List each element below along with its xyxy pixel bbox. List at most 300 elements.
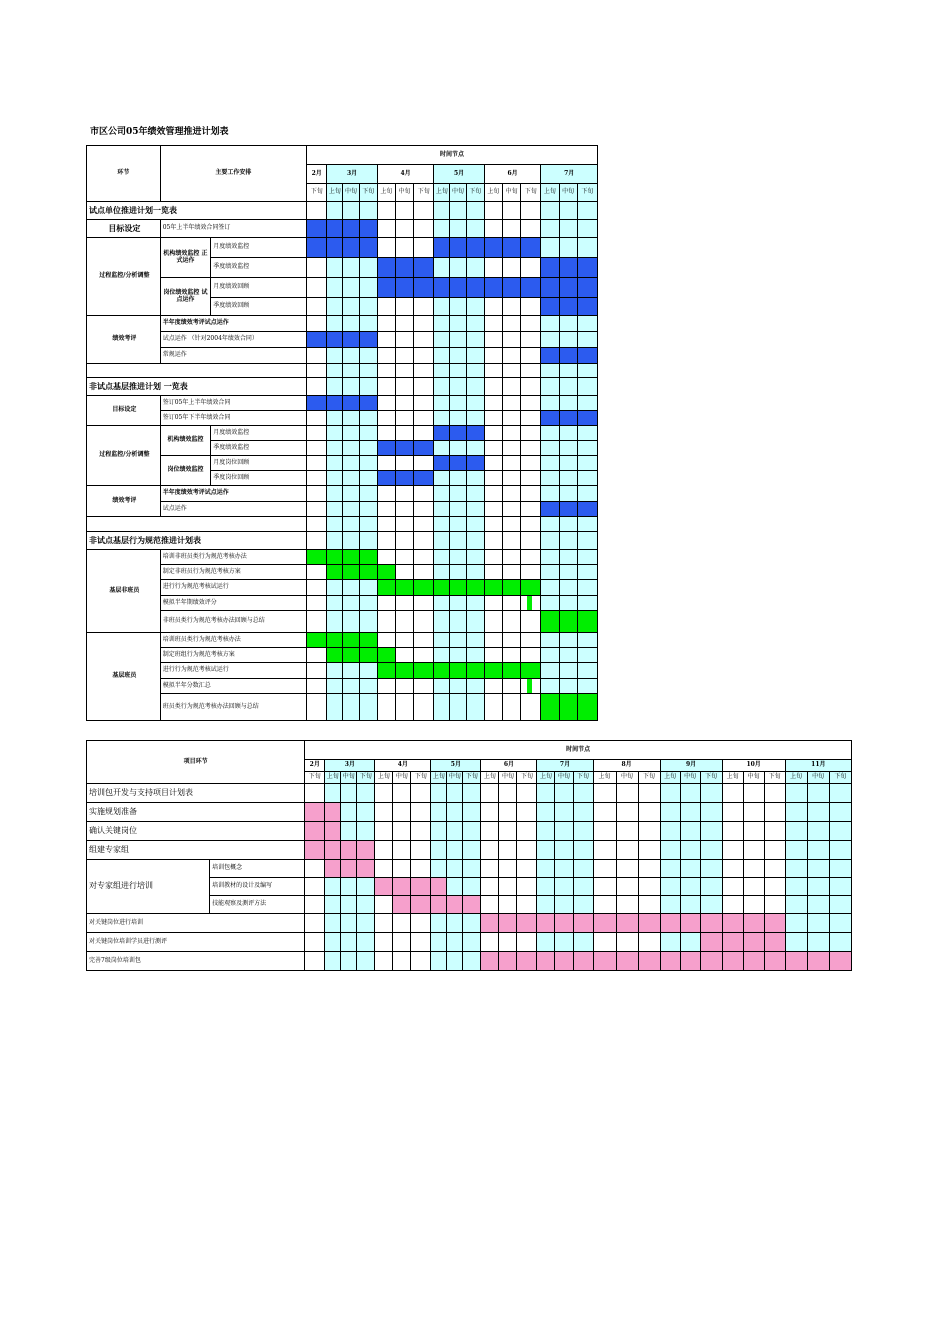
timeline-cell bbox=[341, 896, 357, 914]
gantt-bar-cell bbox=[327, 550, 343, 565]
timeline-cell bbox=[481, 841, 499, 860]
timeline-cell bbox=[307, 411, 327, 426]
timeline-cell bbox=[434, 471, 450, 486]
timeline-cell bbox=[359, 611, 377, 633]
timeline-cell bbox=[743, 860, 764, 878]
gantt-bar-cell bbox=[541, 502, 559, 517]
timeline-cell bbox=[466, 441, 484, 456]
timeline-cell bbox=[450, 694, 466, 721]
timeline-cell bbox=[395, 298, 413, 316]
timeline-cell bbox=[307, 565, 327, 580]
timeline-cell bbox=[555, 933, 573, 952]
timeline-cell bbox=[343, 471, 359, 486]
gantt-bar-cell bbox=[722, 914, 743, 933]
timeline-cell bbox=[577, 580, 597, 596]
table-row bbox=[87, 580, 598, 596]
timeline-cell bbox=[307, 426, 327, 441]
timeline-cell bbox=[357, 896, 375, 914]
timeline-cell bbox=[431, 933, 447, 952]
timeline-cell bbox=[660, 896, 680, 914]
timeline-cell bbox=[377, 532, 395, 550]
timeline-cell bbox=[327, 611, 343, 633]
timeline-cell bbox=[541, 456, 559, 471]
gantt-bar-cell bbox=[414, 580, 434, 596]
timeline-cell bbox=[484, 396, 502, 411]
timeline-cell bbox=[541, 550, 559, 565]
timeline-cell bbox=[559, 648, 577, 663]
timeline-cell bbox=[555, 784, 573, 803]
period-label: 下旬 bbox=[577, 184, 597, 202]
timeline-cell bbox=[343, 486, 359, 502]
task-label: 培训包概念 bbox=[210, 860, 305, 878]
table-row bbox=[87, 633, 598, 648]
gantt-bar-cell bbox=[559, 258, 577, 278]
timeline-cell bbox=[764, 803, 785, 822]
gantt-bar-cell bbox=[327, 220, 343, 238]
gantt-bar-cell bbox=[411, 878, 431, 896]
timeline-cell bbox=[484, 532, 502, 550]
timeline-cell bbox=[395, 378, 413, 396]
timeline-cell bbox=[466, 471, 484, 486]
timeline-cell bbox=[395, 316, 413, 332]
timeline-cell bbox=[414, 426, 434, 441]
timeline-cell bbox=[807, 784, 829, 803]
task-label: 季度绩效回顾 bbox=[211, 298, 307, 316]
timeline-cell bbox=[377, 611, 395, 633]
month-label: 2月 bbox=[307, 165, 327, 184]
timeline-cell bbox=[377, 348, 395, 364]
gantt-bar-cell bbox=[499, 952, 517, 971]
timeline-cell bbox=[434, 220, 450, 238]
timeline-cell bbox=[393, 841, 411, 860]
gantt-bar-cell bbox=[502, 238, 520, 258]
timeline-cell bbox=[743, 896, 764, 914]
timeline-cell bbox=[521, 694, 541, 721]
header-timeline: 时间节点 bbox=[307, 146, 598, 165]
table-row bbox=[87, 220, 598, 238]
timeline-cell bbox=[450, 532, 466, 550]
gantt-bar-cell bbox=[722, 933, 743, 952]
timeline-cell bbox=[700, 784, 722, 803]
timeline-cell bbox=[502, 550, 520, 565]
period-label: 中旬 bbox=[502, 184, 520, 202]
timeline-cell bbox=[722, 784, 743, 803]
gantt-bar-cell bbox=[499, 914, 517, 933]
gantt-bar-cell bbox=[359, 633, 377, 648]
timeline-cell bbox=[327, 517, 343, 532]
timeline-cell bbox=[521, 611, 541, 633]
timeline-cell bbox=[484, 378, 502, 396]
timeline-cell bbox=[577, 648, 597, 663]
timeline-cell bbox=[357, 933, 375, 952]
timeline-cell bbox=[541, 532, 559, 550]
timeline-cell bbox=[359, 316, 377, 332]
timeline-cell bbox=[559, 580, 577, 596]
task-label: 对关键岗位进行培训 bbox=[87, 914, 305, 933]
timeline-cell bbox=[541, 596, 559, 611]
timeline-cell bbox=[450, 316, 466, 332]
gantt-bar-cell bbox=[521, 663, 541, 679]
period-label: 下旬 bbox=[700, 772, 722, 784]
timeline-cell bbox=[559, 426, 577, 441]
timeline-cell bbox=[502, 633, 520, 648]
timeline-cell bbox=[307, 611, 327, 633]
timeline-cell bbox=[307, 694, 327, 721]
timeline-cell bbox=[502, 532, 520, 550]
timeline-cell bbox=[484, 456, 502, 471]
timeline-cell bbox=[466, 611, 484, 633]
gantt-bar-cell bbox=[377, 278, 395, 298]
timeline-cell bbox=[555, 841, 573, 860]
gantt-bar-cell bbox=[577, 611, 597, 633]
timeline-cell bbox=[577, 550, 597, 565]
timeline-cell bbox=[502, 679, 520, 694]
timeline-cell bbox=[359, 517, 377, 532]
table-row bbox=[87, 486, 598, 502]
period-label: 上旬 bbox=[541, 184, 559, 202]
gantt-bar-cell bbox=[359, 238, 377, 258]
timeline-cell bbox=[325, 933, 341, 952]
table-row bbox=[87, 648, 598, 663]
timeline-cell bbox=[481, 803, 499, 822]
timeline-cell bbox=[395, 502, 413, 517]
timeline-cell bbox=[466, 364, 484, 378]
timeline-cell bbox=[616, 933, 638, 952]
period-label: 下旬 bbox=[357, 772, 375, 784]
gantt-bar-cell bbox=[541, 278, 559, 298]
timeline-cell bbox=[521, 565, 541, 580]
table-row bbox=[87, 679, 598, 694]
gantt-bar-cell bbox=[343, 332, 359, 348]
timeline-cell bbox=[327, 348, 343, 364]
gantt-bar-cell bbox=[450, 456, 466, 471]
timeline-cell bbox=[484, 596, 502, 611]
timeline-cell bbox=[343, 441, 359, 456]
timeline-cell bbox=[807, 803, 829, 822]
timeline-cell bbox=[395, 565, 413, 580]
timeline-cell bbox=[341, 803, 357, 822]
timeline-cell bbox=[327, 298, 343, 316]
timeline-cell bbox=[764, 896, 785, 914]
timeline-cell bbox=[305, 896, 325, 914]
gantt-bar-cell bbox=[307, 332, 327, 348]
timeline-cell bbox=[660, 878, 680, 896]
timeline-cell bbox=[343, 202, 359, 220]
timeline-cell bbox=[722, 803, 743, 822]
timeline-cell bbox=[395, 220, 413, 238]
gantt-bar-cell bbox=[466, 238, 484, 258]
period-label: 中旬 bbox=[807, 772, 829, 784]
timeline-cell bbox=[357, 803, 375, 822]
month-label: 11月 bbox=[785, 760, 851, 772]
period-label: 中旬 bbox=[341, 772, 357, 784]
timeline-cell bbox=[700, 860, 722, 878]
timeline-cell bbox=[559, 441, 577, 456]
timeline-cell bbox=[359, 202, 377, 220]
timeline-cell bbox=[502, 694, 520, 721]
timeline-cell bbox=[450, 202, 466, 220]
timeline-cell bbox=[521, 517, 541, 532]
gantt-bar-cell bbox=[343, 565, 359, 580]
timeline-cell bbox=[521, 456, 541, 471]
timeline-cell bbox=[722, 896, 743, 914]
timeline-cell bbox=[502, 378, 520, 396]
month-label: 6月 bbox=[481, 760, 537, 772]
gantt-bar-cell bbox=[431, 878, 447, 896]
timeline-cell bbox=[638, 933, 660, 952]
gantt-bar-cell bbox=[466, 278, 484, 298]
gantt-bar-cell bbox=[395, 663, 413, 679]
timeline-cell bbox=[414, 486, 434, 502]
timeline-cell bbox=[541, 396, 559, 411]
timeline-cell bbox=[343, 502, 359, 517]
gantt-bar-cell bbox=[577, 258, 597, 278]
task-label: 月度岗位回顾 bbox=[211, 456, 307, 471]
timeline-cell bbox=[559, 486, 577, 502]
timeline-cell bbox=[450, 471, 466, 486]
table-row bbox=[87, 364, 598, 378]
timeline-cell bbox=[593, 933, 616, 952]
timeline-cell bbox=[559, 316, 577, 332]
stage-label: 基层非班员 bbox=[87, 550, 161, 633]
timeline-cell bbox=[377, 456, 395, 471]
timeline-cell bbox=[700, 822, 722, 841]
gantt-bar-cell bbox=[359, 565, 377, 580]
gantt-bar-cell bbox=[481, 914, 499, 933]
timeline-cell bbox=[377, 694, 395, 721]
timeline-cell bbox=[359, 348, 377, 364]
timeline-cell bbox=[375, 803, 393, 822]
gantt-bar-cell bbox=[555, 952, 573, 971]
timeline-cell bbox=[537, 878, 555, 896]
timeline-cell bbox=[341, 933, 357, 952]
timeline-cell bbox=[450, 411, 466, 426]
gantt-bar-cell bbox=[414, 663, 434, 679]
timeline-cell bbox=[431, 841, 447, 860]
timeline-cell bbox=[414, 378, 434, 396]
timeline-cell bbox=[660, 803, 680, 822]
timeline-cell bbox=[325, 878, 341, 896]
timeline-cell bbox=[343, 596, 359, 611]
timeline-cell bbox=[521, 471, 541, 486]
timeline-cell bbox=[375, 784, 393, 803]
timeline-cell bbox=[537, 860, 555, 878]
table-row bbox=[87, 784, 852, 803]
stage-label: 目标设定 bbox=[87, 220, 161, 238]
timeline-cell bbox=[616, 803, 638, 822]
timeline-cell bbox=[502, 332, 520, 348]
timeline-cell bbox=[450, 596, 466, 611]
timeline-cell bbox=[541, 663, 559, 679]
gantt-bar-cell bbox=[327, 238, 343, 258]
timeline-cell bbox=[764, 878, 785, 896]
timeline-cell bbox=[502, 364, 520, 378]
timeline-cell bbox=[447, 784, 463, 803]
timeline-cell bbox=[559, 396, 577, 411]
timeline-cell bbox=[541, 332, 559, 348]
timeline-cell bbox=[359, 456, 377, 471]
table-row bbox=[87, 565, 598, 580]
gantt-bar-cell bbox=[537, 952, 555, 971]
gantt-bar-cell bbox=[305, 841, 325, 860]
timeline-cell bbox=[484, 348, 502, 364]
timeline-cell bbox=[447, 933, 463, 952]
task-label: 完善7级岗位培训包 bbox=[87, 952, 305, 971]
timeline-cell bbox=[447, 914, 463, 933]
gantt-bar-cell bbox=[616, 914, 638, 933]
timeline-cell bbox=[807, 860, 829, 878]
gantt-bar-cell bbox=[517, 952, 537, 971]
timeline-cell bbox=[481, 933, 499, 952]
gantt-bar-cell bbox=[502, 663, 520, 679]
month-label: 3月 bbox=[325, 760, 375, 772]
timeline-cell bbox=[593, 878, 616, 896]
timeline-cell bbox=[638, 860, 660, 878]
timeline-cell bbox=[638, 784, 660, 803]
timeline-cell bbox=[466, 679, 484, 694]
gantt-bar-cell bbox=[481, 952, 499, 971]
timeline-cell bbox=[414, 517, 434, 532]
timeline-cell bbox=[414, 648, 434, 663]
period-label: 下旬 bbox=[517, 772, 537, 784]
timeline-cell bbox=[555, 860, 573, 878]
timeline-cell bbox=[484, 426, 502, 441]
month-label: 2月 bbox=[305, 760, 325, 772]
gantt-bar-cell bbox=[359, 220, 377, 238]
timeline-cell bbox=[450, 486, 466, 502]
table-row bbox=[87, 596, 598, 611]
timeline-cell bbox=[502, 316, 520, 332]
timeline-cell bbox=[541, 648, 559, 663]
gantt-bar-cell bbox=[537, 914, 555, 933]
timeline-cell bbox=[414, 348, 434, 364]
timeline-cell bbox=[375, 822, 393, 841]
timeline-cell bbox=[466, 565, 484, 580]
gantt-bar-cell bbox=[577, 502, 597, 517]
timeline-cell bbox=[359, 663, 377, 679]
timeline-cell bbox=[434, 298, 450, 316]
timeline-cell bbox=[785, 822, 807, 841]
timeline-cell bbox=[434, 633, 450, 648]
period-label: 上旬 bbox=[537, 772, 555, 784]
task-label: 进行行为规范考核试运行 bbox=[160, 580, 306, 596]
timeline-cell bbox=[785, 896, 807, 914]
timeline-cell bbox=[343, 316, 359, 332]
gantt-bar-cell bbox=[377, 441, 395, 456]
timeline-cell bbox=[484, 220, 502, 238]
gantt-bar-cell bbox=[359, 332, 377, 348]
timeline-cell bbox=[573, 860, 593, 878]
task-label: 月度绩效监控 bbox=[211, 426, 307, 441]
period-label: 中旬 bbox=[499, 772, 517, 784]
gantt-bar-cell bbox=[434, 278, 450, 298]
timeline-cell bbox=[343, 364, 359, 378]
timeline-cell bbox=[327, 532, 343, 550]
period-label: 下旬 bbox=[466, 184, 484, 202]
timeline-cell bbox=[395, 456, 413, 471]
timeline-cell bbox=[537, 841, 555, 860]
timeline-cell bbox=[521, 298, 541, 316]
timeline-cell bbox=[343, 298, 359, 316]
timeline-cell bbox=[700, 803, 722, 822]
timeline-cell bbox=[466, 202, 484, 220]
timeline-cell bbox=[559, 532, 577, 550]
timeline-cell bbox=[502, 348, 520, 364]
timeline-cell bbox=[660, 841, 680, 860]
timeline-cell bbox=[764, 841, 785, 860]
timeline-cell bbox=[450, 550, 466, 565]
timeline-cell bbox=[450, 502, 466, 517]
gantt-bar-cell bbox=[327, 648, 343, 663]
timeline-cell bbox=[411, 784, 431, 803]
gantt-bar-cell bbox=[559, 298, 577, 316]
timeline-cell bbox=[431, 860, 447, 878]
timeline-cell bbox=[411, 860, 431, 878]
timeline-cell bbox=[484, 316, 502, 332]
timeline-cell bbox=[616, 822, 638, 841]
timeline-cell bbox=[521, 220, 541, 238]
gantt-bar-cell bbox=[829, 952, 851, 971]
timeline-cell bbox=[577, 471, 597, 486]
timeline-cell bbox=[559, 378, 577, 396]
timeline-cell bbox=[517, 860, 537, 878]
timeline-cell bbox=[450, 633, 466, 648]
timeline-cell bbox=[359, 532, 377, 550]
timeline-cell bbox=[307, 663, 327, 679]
timeline-cell bbox=[537, 803, 555, 822]
timeline-cell bbox=[414, 298, 434, 316]
timeline-cell bbox=[499, 841, 517, 860]
timeline-cell bbox=[307, 278, 327, 298]
timeline-cell bbox=[463, 933, 481, 952]
period-label: 下旬 bbox=[307, 184, 327, 202]
timeline-cell bbox=[807, 822, 829, 841]
timeline-cell bbox=[434, 348, 450, 364]
gantt-bar-cell bbox=[743, 914, 764, 933]
timeline-cell bbox=[680, 841, 700, 860]
timeline-cell bbox=[680, 784, 700, 803]
timeline-cell bbox=[577, 441, 597, 456]
timeline-cell bbox=[307, 348, 327, 364]
timeline-cell bbox=[327, 411, 343, 426]
timeline-cell bbox=[431, 822, 447, 841]
gantt-bar-cell bbox=[343, 648, 359, 663]
stage-label: 对专家组进行培训 bbox=[87, 860, 210, 914]
gantt-bar-cell bbox=[327, 565, 343, 580]
timeline-cell bbox=[395, 694, 413, 721]
timeline-cell bbox=[559, 332, 577, 348]
period-label: 下旬 bbox=[463, 772, 481, 784]
timeline-cell bbox=[484, 332, 502, 348]
timeline-cell bbox=[414, 679, 434, 694]
timeline-cell bbox=[680, 896, 700, 914]
gantt-bar-cell bbox=[307, 238, 327, 258]
timeline-cell bbox=[343, 378, 359, 396]
gantt-bar-cell bbox=[521, 238, 541, 258]
gantt-bar-cell bbox=[434, 580, 450, 596]
timeline-cell bbox=[521, 426, 541, 441]
timeline-cell bbox=[829, 878, 851, 896]
timeline-cell bbox=[537, 784, 555, 803]
timeline-cell bbox=[447, 878, 463, 896]
timeline-cell bbox=[517, 841, 537, 860]
timeline-cell bbox=[393, 803, 411, 822]
gantt-bar-cell bbox=[327, 633, 343, 648]
month-label: 7月 bbox=[537, 760, 593, 772]
timeline-cell bbox=[414, 411, 434, 426]
timeline-cell bbox=[466, 596, 484, 611]
gantt-bar-cell bbox=[743, 933, 764, 952]
